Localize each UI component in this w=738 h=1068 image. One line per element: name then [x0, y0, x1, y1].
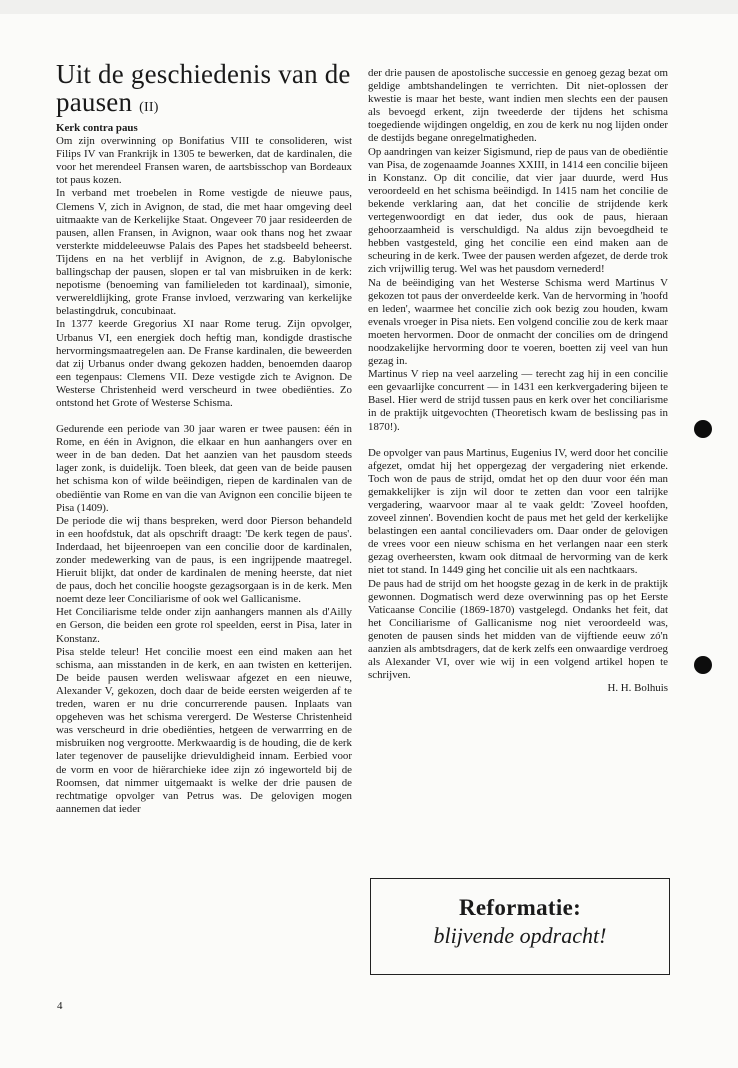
paragraph: Na de beëindiging van het Westerse Schisma werd Martinus V gekozen tot paus der onverdeelde kerk. Van de hervorming in 'hoofd en leden', waarmee het concilie zich ook bezig zou houden, kwam evenals vroeger in Pisa niets. Een volgend concilie zou de kerk maar moeten hervormen. Door de onmacht der concilies om de dringend noodzakelijke hervorming door te voeren, boetten zij veel van hun gezag in. [368, 276, 668, 368]
paragraph: Pisa stelde teleur! Het concilie moest een eind maken aan het schisma, aan misstanden in de kerk, en aan twisten en ketterijen. De beide pausen werden weliswaar afgezet en een nieuwe, Alexander V, gekozen, doch daar de beide eersten weigerden af te treden, waren er nu drie concurrerende pausen. Inplaats van opgeheven was het schisma verergerd. De Westerse Christenheid was verscheurd in drie obediënties, hetgeen de verwarrring en de misbruiken nog vergrootte. Merkwaardig is de houding, die de kerk later tegenover de pauselijke drievuldigheid innam. Eerbied voor de vorm en voor de hiërarchieke idee zijn zó ingeworteld bij de Roomsen, dat nimmer uitgemaakt is welke der drie pausen de rechtmatige opvolger van Petrus was. De gelovigen mogen aannemen dat ieder [56, 645, 352, 815]
paragraph: Het Conciliarisme telde onder zijn aanhangers mannen als d'Ailly en Gerson, die beiden een grote rol speelden, eerst in Pisa, later in Konstanz. [56, 606, 352, 645]
binder-hole-lower [694, 656, 712, 674]
binder-hole-upper [694, 420, 712, 438]
paragraph: Om zijn overwinning op Bonifatius VIII te consolideren, wist Filips IV van Frankrijk in 1305 te bewerken, dat de kardinalen, die voor het merendeel Fransen waren, de aartsbisschop van Bordeaux tot paus kozen. [56, 135, 352, 187]
paragraph: De paus had de strijd om het hoogste gezag in de kerk in de praktijk gewonnen. Dogmatisch werd deze overwinning pas op het Eerste Vaticaanse Concilie (1869-1870) vastgelegd. Ondanks het feit, dat het Conciliarisme of Gallicanisme nog niet veroordeeld was, genoten de pausen sinds het midden van de vijftiende eeuw zó'n aanzien als ambtsdragers, dat de kerk zelfs een onwaardige verdroeg als Alexander VI, over wie wij in een volgend artikel hopen te schrijven. [368, 577, 668, 682]
advert-subtitle: blijvende opdracht! [433, 923, 607, 948]
paragraph: Gedurende een periode van 30 jaar waren er twee pausen: één in Rome, en één in Avignon, die elkaar en hun aanhangers over en weer in de ban deden. Dat het aanzien van het pausdom steeds lager zonk, is duidelijk. Toen bleek, dat geen van de beide pausen het schisma kon of wilde beëindigen, riepen de kardinalen van de obediëntie van Rome en van die van Avignon een concilie bijeen te Pisa (1409). [56, 423, 352, 514]
paragraph: der drie pausen de apostolische successie en genoeg gezag bezat om geldige ambtshandelingen te verrichten. Dit niet-oplossen der kwestie is maar het beste, want indien men slechts een der pausen als bevoegd erkent, zijn tweederde der tijdens het schisma toegediende wijdingen ongeldig, en zou de kerk nu nog lijden onder de destijds begane onregelmatigheden. [368, 67, 668, 145]
paragraph: De periode die wij thans bespreken, werd door Pierson behandeld in een hoofdstuk, dat als opschrift draagt: 'De kerk tegen de paus'. Inderdaad, het bijeenroepen van een concilie door de kardinalen, zonder medewerking van de paus, is een ingrijpende maatregel. Hieruit blijkt, dat onder de kardinalen de mening heerste, dat niet de paus, doch het concilie hoogste gezagsorgaan is in de kerk. Men noemt deze leer Conciliarisme of ook wel Gallicanisme. [56, 514, 352, 606]
paragraph: De opvolger van paus Martinus, Eugenius IV, werd door het concilie afgezet, omdat hij het oppergezag der vergadering niet erkende. Toch won de paus de strijd, omdat het op den duur voor één man gemakkelijker is zijn wil door te zetten dan voor een talrijke vergadering, waarvoor maar al te vaak geldt: 'Zoveel hoofden, zoveel zinnen'. Bovendien kocht de paus met het geld der kerkelijke belastingen een aantal concilievaders om. Daar onder de gelovigen de vrees voor een nieuw schisma en het verlangen naar een sterk gezag overheersten, kwam ook ditmaal de hervorming van de kerk niet tot stand. In 1449 ging het concilie uit als een nachtkaars. [368, 446, 668, 577]
article-title-text: Uit de geschiedenis van de pausen [56, 59, 351, 117]
text-column-right [368, 67, 668, 695]
paragraph: Op aandringen van keizer Sigismund, riep de paus van de obediëntie van Pisa, de zogenaamde Joannes XXIII, in 1414 een concilie bijeen in Konstanz. Op dit concilie, dat vier jaar duurde, werd Hus veroordeeld en het schisma beëindigd. In 1415 nam het concilie de bekende verklaring aan, dat het concilie de strijdende kerk vertegenwoordigt en dat ieder, dus ook de paus, hieraan gehoorzaamheid is verschuldigd. Na aldus zijn bevoegdheid te hebben vastgesteld, ging het concilie een eind maken aan de scheuring in de kerk. Twee der pausen werden afgezet, de derde trok zich vrijwillig terug. Wel was het pausdom vernederd! [368, 145, 668, 276]
paragraph: Martinus V riep na veel aarzeling — terecht zag hij in een concilie een gevaarlijke concurrent — in 1431 een kerkvergadering bijeen te Basel. Hier werd de strijd tussen paus en kerk over het conciliarisme in de praktijk uitgevochten (Theoretisch kwam de beslissing pas in 1870!). [368, 368, 668, 433]
scan-edge [0, 0, 738, 14]
paragraph: In verband met troebelen in Rome vestigde de nieuwe paus, Clemens V, zich in Avignon, de stad, die met haar omgeving deel uitmaakte van de Kerkelijke Staat. Ongeveer 70 jaar resideerden de pausen, allen Fransen, in Avignon, waar ook thans nog het zwaar versterkte middeleeuwse Palais des Papes het stadsbeeld beheerst. Tijdens en na het verblijf in Avignon, de z.g. Babylonische ballingschap der pausen, slopen er tal van misbruiken in de kerk: nepotisme (benoeming van familieleden tot kardinaal), simonie, verwereldlijking, grote Franse invloed, verzwaring van kerkelijke belastingdruk, concubinaat. [56, 187, 352, 318]
article-title [56, 60, 356, 122]
page-number: 4 [57, 1000, 63, 1012]
author-signature: H. H. Bolhuis [607, 682, 668, 695]
advert-title: Reformatie: [458, 895, 582, 920]
paragraph: In 1377 keerde Gregorius XI naar Rome terug. Zijn opvolger, Urbanus VI, een energiek doch heftig man, kondigde drastische hervormingsmaatregelen aan. De Franse kardinalen, die beweerden dat zij Urbanus onder dwang gekozen hadden, benoemden daarop een tegenpaus: Clemens VII. Deze vestigde zich te Avignon. De Westerse Christenheid werd verscheurd in twee obediënties. Zo ontstond het Grote of Westerse Schisma. [56, 318, 352, 409]
text-column-left [56, 122, 352, 816]
article-part-number: (II) [139, 100, 159, 115]
reformatie-advert-box [370, 878, 670, 975]
section-heading: Kerk contra paus [56, 122, 138, 134]
